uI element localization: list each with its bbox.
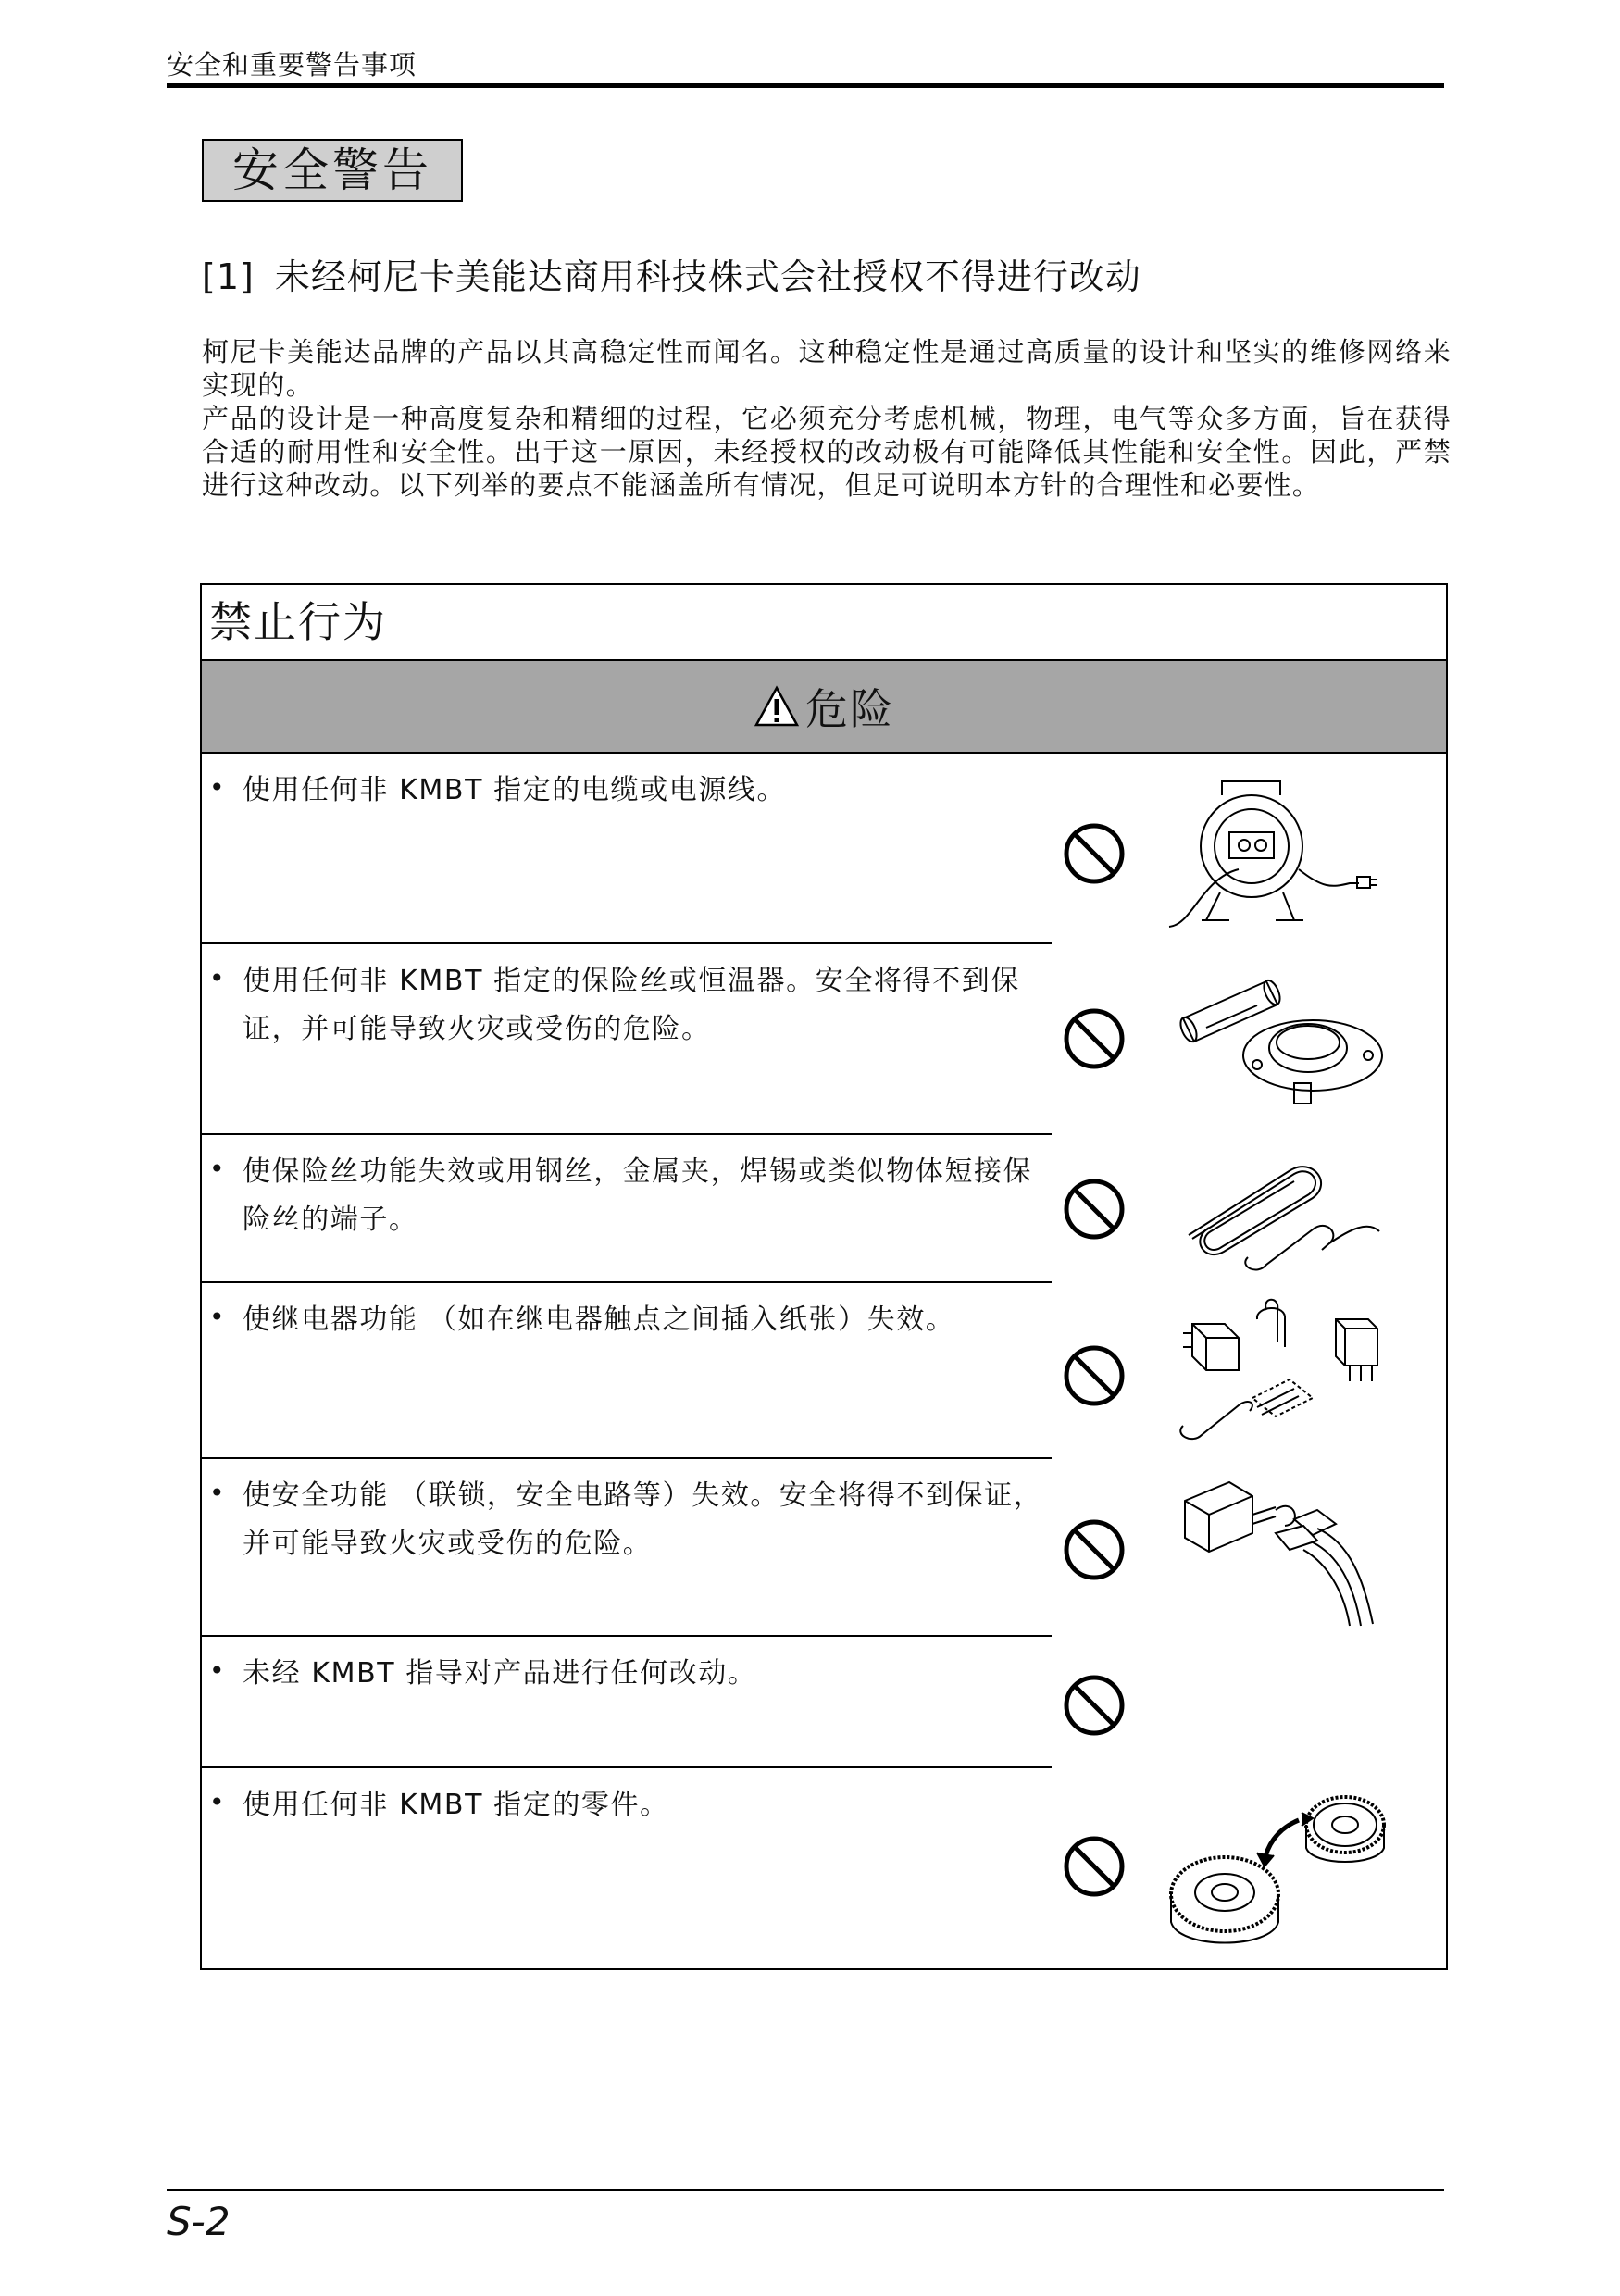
section-title: 安全警告 [202,139,463,202]
relay-icon [1165,1296,1387,1454]
prohibition-text: 使继电器功能 （如在继电器触点之间插入纸张）失效。 [243,1304,955,1336]
intro-paragraph-2: 产品的设计是一种高度复杂和精细的过程，它必须充分考虑机械，物理，电气等众多方面，旨在获得合适的耐用性和安全性。出于这一原因，未经授权的改动极有可能降低其性能和安全性。因此，严禁进行这种改动。以下列举的要点不能涵盖所有情况，但足可说明本方针的合理性和必要性。 [202,403,1452,501]
bullet: • [209,1154,225,1184]
prohibition-row [202,1637,1446,1768]
bullet: • [209,1655,225,1686]
gear-parts-icon [1165,1774,1387,1959]
interlock-switch-icon [1165,1468,1387,1630]
bullet: • [209,963,225,993]
prohibition-text: 使安全功能 （联锁，安全电路等）失效。安全将得不到保证，并可能导致火灾或受伤的危险。 [243,1479,1043,1560]
intro-text [202,335,1452,502]
bullet: • [209,772,225,803]
danger-label: 危险 [805,684,894,734]
prohibition-icon [1063,822,1126,885]
table-title: 禁止行为 [202,585,1446,661]
prohibition-text: 使用任何非 KMBT 指定的保险丝或恒温器。安全将得不到保证，并可能导致火灾或受伤的危险。 [243,965,1020,1045]
danger-bar [202,661,1446,754]
cable-reel-icon [1165,767,1387,930]
intro-paragraph-1: 柯尼卡美能达品牌的产品以其高稳定性而闻名。这种稳定性是通过高质量的设计和坚实的维修网络来实现的。 [202,336,1452,401]
bullet: • [209,1787,225,1817]
running-header: 安全和重要警告事项 [167,49,417,81]
prohibition-row [202,1135,1446,1283]
subsection-heading [202,248,1141,299]
footer-rule [167,2189,1444,2191]
page-number: S-2 [167,2199,231,2244]
prohibition-icon [1063,1518,1126,1581]
prohibition-row [202,1283,1446,1459]
prohibition-icon [1063,1835,1126,1898]
bullet: • [209,1302,225,1332]
prohibition-icon [1063,1674,1126,1737]
prohibition-row [202,944,1446,1135]
prohibition-icon [1063,1344,1126,1407]
subsection-number: [1] [202,256,255,297]
warning-triangle-icon [754,685,800,728]
prohibition-icon [1063,1007,1126,1070]
prohibition-text: 未经 KMBT 指导对产品进行任何改动。 [243,1657,757,1690]
prohibition-icon [1063,1178,1126,1241]
prohibition-row [202,1459,1446,1637]
header-rule [167,83,1444,88]
prohibition-text: 使用任何非 KMBT 指定的电缆或电源线。 [243,774,787,806]
prohibition-row [202,1768,1446,1966]
prohibition-text: 使用任何非 KMBT 指定的零件。 [243,1789,669,1821]
prohibited-actions-table [200,583,1448,1970]
prohibition-row [202,754,1446,944]
prohibition-text: 使保险丝功能失效或用钢丝，金属夹，焊锡或类似物体短接保险丝的端子。 [243,1155,1033,1236]
paperclip-wire-icon [1165,1146,1387,1276]
fuse-thermostat-icon [1165,963,1387,1120]
subsection-title: 未经柯尼卡美能达商用科技株式会社授权不得进行改动 [274,256,1141,297]
bullet: • [209,1478,225,1508]
